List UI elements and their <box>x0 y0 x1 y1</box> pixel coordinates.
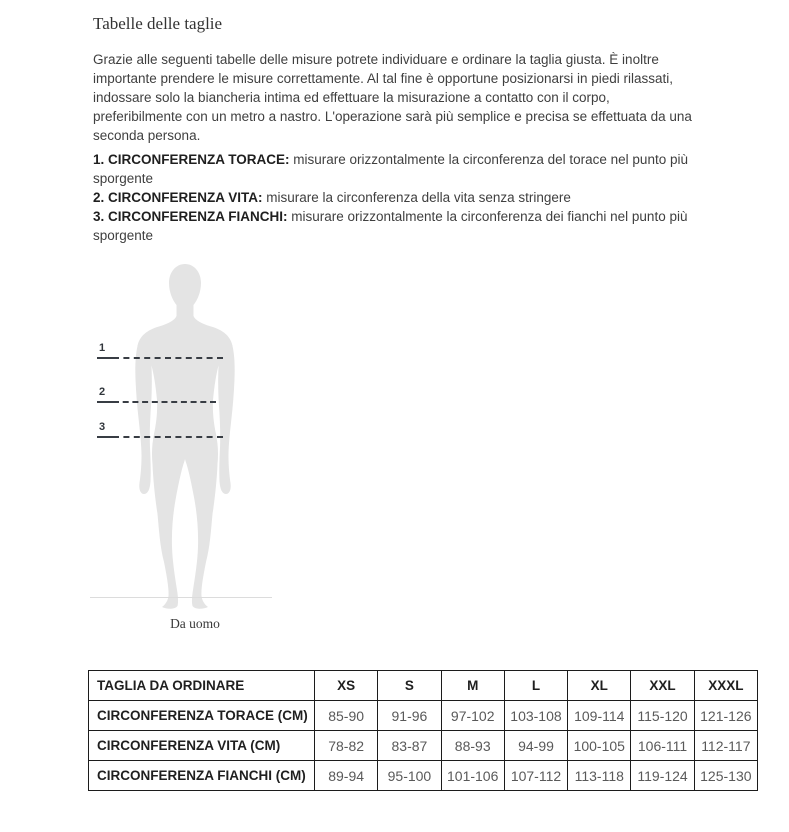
instruction-text: misurare la circonferenza della vita senza stringere <box>262 190 571 205</box>
size-value-cell: 121-126 <box>694 701 757 731</box>
size-value-cell: 113-118 <box>568 761 631 791</box>
table-header-cell: TAGLIA DA ORDINARE <box>89 671 315 701</box>
instruction-text: misurare orizzontalmente la circonferenza dei fianchi nel punto più <box>287 209 688 224</box>
figure-caption: Da uomo <box>170 616 220 631</box>
measure-marker-1: 1 <box>99 342 106 354</box>
instruction-label: 2. CIRCONFERENZA VITA: <box>93 190 263 205</box>
size-value-cell: 88-93 <box>441 731 504 761</box>
table-header-cell: XS <box>315 671 378 701</box>
page-title: Tabelle delle taglie <box>93 14 223 33</box>
size-table <box>88 670 758 791</box>
intro-line: importante prendere le misure correttamente. Al tal fine è opportune posizionarsi in piedi rilassati, <box>93 71 674 86</box>
size-value-cell: 125-130 <box>694 761 757 791</box>
table-header-cell: XXXL <box>694 671 757 701</box>
intro-paragraph <box>93 50 692 145</box>
table-row <box>89 701 758 731</box>
size-value-cell: 115-120 <box>631 701 694 731</box>
row-label: CIRCONFERENZA VITA (CM) <box>89 731 315 761</box>
size-value-cell: 100-105 <box>568 731 631 761</box>
row-label: CIRCONFERENZA FIANCHI (CM) <box>89 761 315 791</box>
size-value-cell: 119-124 <box>631 761 694 791</box>
size-value-cell: 94-99 <box>504 731 567 761</box>
measure-line-waist <box>97 386 216 403</box>
size-value-cell: 112-117 <box>694 731 757 761</box>
size-value-cell: 107-112 <box>504 761 567 791</box>
size-value-cell: 109-114 <box>568 701 631 731</box>
row-label: CIRCONFERENZA TORACE (CM) <box>89 701 315 731</box>
intro-line: indossare solo la biancheria intima ed effettuare la misurazione a contatto con il corpo, <box>93 90 610 105</box>
measure-marker-2: 2 <box>99 386 106 398</box>
table-row <box>89 761 758 791</box>
size-value-cell: 83-87 <box>378 731 441 761</box>
table-header-cell: XXL <box>631 671 694 701</box>
instruction-item <box>93 188 688 207</box>
size-value-cell: 103-108 <box>504 701 567 731</box>
intro-line: seconda persona. <box>93 128 201 143</box>
measure-line-chest <box>97 342 223 359</box>
measurement-instructions <box>93 150 688 245</box>
measure-line-hips <box>97 421 223 438</box>
instruction-text: misurare orizzontalmente la circonferenza del torace nel punto più <box>289 152 688 167</box>
measure-marker-3: 3 <box>99 421 106 433</box>
size-value-cell: 95-100 <box>378 761 441 791</box>
intro-line: Grazie alle seguenti tabelle delle misure potrete individuare e ordinare la taglia giusta. È inoltre <box>93 52 659 67</box>
size-value-cell: 106-111 <box>631 731 694 761</box>
size-value-cell: 85-90 <box>315 701 378 731</box>
intro-line: preferibilmente con un metro a nastro. L'operazione sarà più semplice e precisa se effettuata da una <box>93 109 692 124</box>
table-header-row <box>89 671 758 701</box>
body-figure <box>90 262 390 642</box>
table-header-cell: L <box>504 671 567 701</box>
instruction-item <box>93 150 688 188</box>
instruction-text: sporgente <box>93 228 154 243</box>
size-value-cell: 78-82 <box>315 731 378 761</box>
table-header-cell: XL <box>568 671 631 701</box>
instruction-text: sporgente <box>93 171 154 186</box>
size-value-cell: 89-94 <box>315 761 378 791</box>
size-value-cell: 91-96 <box>378 701 441 731</box>
size-value-cell: 97-102 <box>441 701 504 731</box>
table-header-cell: M <box>441 671 504 701</box>
table-row <box>89 731 758 761</box>
instruction-label: 1. CIRCONFERENZA TORACE: <box>93 152 290 167</box>
ground-line <box>90 597 272 598</box>
instruction-item <box>93 207 688 245</box>
instruction-label: 3. CIRCONFERENZA FIANCHI: <box>93 209 288 224</box>
table-header-cell: S <box>378 671 441 701</box>
size-value-cell: 101-106 <box>441 761 504 791</box>
